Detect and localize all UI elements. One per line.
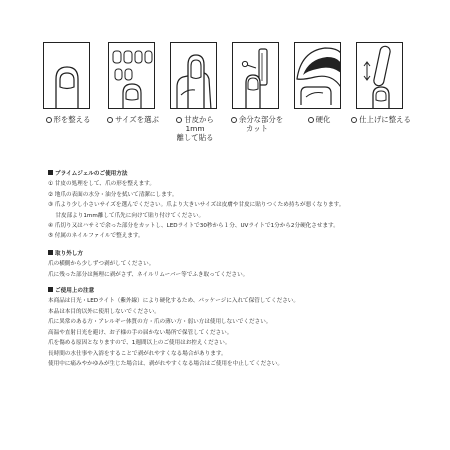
step-caption: 硬化 xyxy=(315,115,331,124)
caution-line: 使用中に痛みやかゆみが生じた場合は、剥がれやすくなる場合はご使用を中止してください。 xyxy=(48,360,283,367)
curing-lamp-icon xyxy=(295,43,341,109)
cautions-section xyxy=(48,286,418,369)
caution-line: 高温や直射日光を避け、お子様の手の届かない場所で保管してください。 xyxy=(48,329,233,336)
bullet-circle-icon xyxy=(231,117,237,123)
square-bullet-icon xyxy=(48,287,53,292)
bullet-circle-icon xyxy=(107,117,113,123)
caution-line: 爪を傷める原因となりますので、1週間以上のご使用はお控えください。 xyxy=(48,340,231,347)
step-panel-3 xyxy=(170,42,217,109)
nail-tips-icon xyxy=(109,43,155,109)
bullet-circle-icon xyxy=(46,117,52,123)
usage-line: ② 地爪の表面の水分・油分を拭いて清潔にします。 xyxy=(48,191,178,198)
finger-nail-icon xyxy=(44,43,90,109)
bullet-circle-icon xyxy=(351,117,357,123)
instruction-steps xyxy=(43,42,413,146)
step-panel-6 xyxy=(356,42,403,109)
step-caption: 余分な部分を カット xyxy=(238,115,284,134)
scissors-icon xyxy=(233,43,279,109)
bullet-circle-icon xyxy=(308,117,314,123)
usage-line: ③ 爪より少し小さいサイズを選んでください。爪より大きいサイズは皮膚や甘皮に貼りつくため持ちが悪くなります。 xyxy=(48,202,345,209)
bullet-circle-icon xyxy=(176,117,182,123)
usage-line: 甘皮部より1mm離して爪先に向けて貼り付けてください。 xyxy=(48,212,205,219)
caution-line: 長時間の水仕事や入浴をすることで剥がれやすくなる場合があります。 xyxy=(48,350,227,357)
removal-title: 取り外し方 xyxy=(55,250,83,257)
removal-section xyxy=(48,249,418,280)
caution-line: 本品は本目的以外に使用しないでください。 xyxy=(48,308,160,315)
square-bullet-icon xyxy=(48,170,53,175)
usage-line: ⑤ 付属のネイルファイルで整えます。 xyxy=(48,233,144,240)
square-bullet-icon xyxy=(48,250,53,255)
step-panel-5 xyxy=(294,42,341,109)
step-caption: 甘皮から 1mm 離して貼る xyxy=(176,115,214,143)
step-caption: 仕上げに整える xyxy=(359,115,411,124)
caution-line: 爪に異常のある方・アレルギー体質の方・爪の薄い方・弱い方は使用しないでください。 xyxy=(48,319,272,326)
step-panel-1 xyxy=(43,42,90,109)
instructions-text xyxy=(48,169,418,375)
caution-line: 本商品は日光・LEDライト（紫外線）により硬化するため、パッケージに入れて保管してください。 xyxy=(48,298,299,305)
removal-line: 爪の横側から少しずつ剥がしてください。 xyxy=(48,261,155,268)
step-caption: サイズを選ぶ xyxy=(115,115,159,124)
removal-line: 爪に残った部分は無理に剥がさず、ネイルリムーバー等でふき取ってください。 xyxy=(48,271,249,278)
usage-line: ④ 爪切り又はハサミで余った部分をカットし、LEDライトで30秒から１分、UVライトで1分から2分硬化させます。 xyxy=(48,223,339,230)
apply-tip-icon xyxy=(171,43,217,109)
usage-title: プライムジェルのご使用方法 xyxy=(55,171,128,177)
step-panel-2 xyxy=(108,42,155,109)
step-panel-4 xyxy=(232,42,279,109)
usage-line: ① 甘皮の処理をして、爪の形を整えます。 xyxy=(48,181,155,188)
step-caption: 形を整える xyxy=(53,115,91,124)
nail-file-icon xyxy=(357,43,403,109)
usage-section xyxy=(48,169,418,242)
cautions-title: ご使用上の注意 xyxy=(55,288,95,295)
